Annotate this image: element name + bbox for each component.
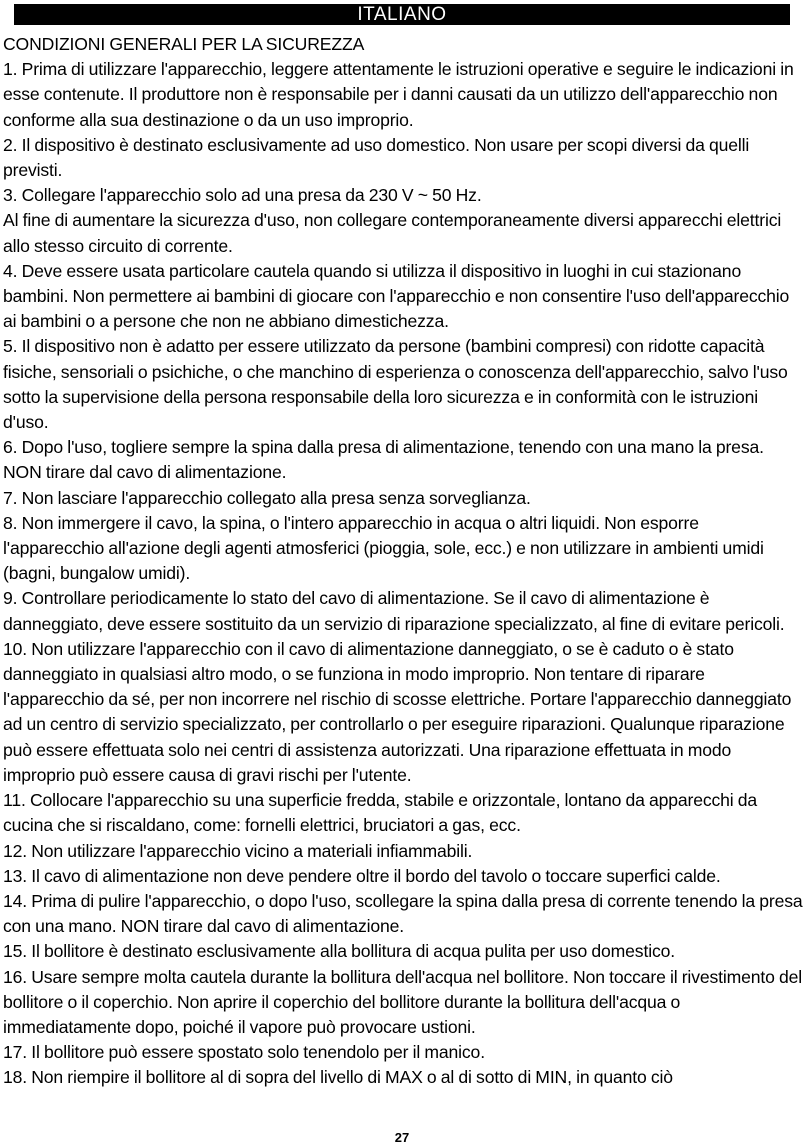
safety-item-3: 3. Collegare l'apparecchio solo ad una presa da 230 V ~ 50 Hz. [3, 185, 482, 206]
safety-item-1: 1. Prima di utilizzare l'apparecchio, leggere attentamente le istruzioni operative e seguire le indicazioni in esse contenute. Il produttore non è responsabile per i danni causati da un utilizzo dell'apparecchio non conforme alla sua destinazione o da un uso improprio. [3, 59, 794, 130]
safety-item-18: 18. Non riempire il bollitore al di sopra del livello di MAX o al di sotto di MIN, in quanto ciò [3, 1067, 673, 1088]
safety-item-3-note: Al fine di aumentare la sicurezza d'uso, non collegare contemporaneamente diversi apparecchi elettrici allo stesso circuito di corrente. [3, 210, 782, 256]
language-header-bar [14, 4, 790, 25]
safety-item-6: 6. Dopo l'uso, togliere sempre la spina dalla presa di alimentazione, tenendo con una mano la presa. NON tirare dal cavo di alimentazione. [3, 437, 764, 483]
safety-item-13: 13. Il cavo di alimentazione non deve pendere oltre il bordo del tavolo o toccare superfici calde. [3, 865, 721, 886]
safety-item-9: 9. Controllare periodicamente lo stato del cavo di alimentazione. Se il cavo di alimentazione è danneggiato, deve essere sostituito da un servizio di riparazione specializzato, al fine di evitare pericoli. [3, 588, 785, 634]
safety-item-2: 2. Il dispositivo è destinato esclusivamente ad uso domestico. Non usare per scopi diversi da quelli previsti. [3, 134, 750, 181]
safety-item-11: 11. Collocare l'apparecchio su una superficie fredda, stabile e orizzontale, lontano da apparecchi da cucina che si riscaldano, come: fornelli elettrici, bruciatori a gas, ecc. [3, 790, 758, 836]
safety-item-15: 15. Il bollitore è destinato esclusivamente alla bollitura di acqua pulita per uso domestico. [3, 941, 675, 962]
safety-item-5: 5. Il dispositivo non è adatto per essere utilizzato da persone (bambini compresi) con ridotte capacità fisiche, sensoriali o psichiche, o che manchino di esperienza o conoscenza dell'apparecchio, salvo l'uso sotto la supervisione della persona responsabile della loro sicurezza e in conformità con le istruzioni d'uso. [3, 336, 788, 433]
section-title: CONDIZIONI GENERALI PER LA SICUREZZA [3, 34, 365, 54]
safety-item-10: 10. Non utilizzare l'apparecchio con il cavo di alimentazione danneggiato, o se è caduto o è stato danneggiato in qualsiasi altro modo, o se funziona in modo improprio. Non tentare di riparare l'apparecchio da sé, per non incorrere nel rischio di scosse elettriche. Portare l'apparecchio danneggiato ad un centro di servizio specializzato, per controllarlo o per eseguire riparazioni. Qualunque riparazione può essere effettuata solo nei centri di assistenza autorizzati. Una riparazione effettuata in modo improprio può essere causa di gravi rischi per l'utente. [3, 638, 792, 785]
page-number: 27 [394, 1130, 410, 1145]
document-body [3, 32, 803, 1091]
safety-item-4: 4. Deve essere usata particolare cautela quando si utilizza il dispositivo in luoghi in cui stazionano bambini. Non permettere ai bambini di giocare con l'apparecchio e non consentire l'uso dell'apparecchio ai bambini o a persone che non ne abbiano dimestichezza. [3, 260, 790, 332]
safety-item-8: 8. Non immergere il cavo, la spina, o l'intero apparecchio in acqua o altri liquidi. Non esporre l'apparecchio all'azione degli agenti atmosferici (pioggia, sole, ecc.) e non utilizzare in ambienti umidi (bagni, bungalow umidi). [3, 512, 764, 584]
safety-item-16: 16. Usare sempre molta cautela durante la bollitura dell'acqua nel bollitore. Non toccare il rivestimento del bollitore o il coperchio. Non aprire il coperchio del bollitore durante la bollitura dell'acqua o immediatamente dopo, poiché il vapore può provocare ustioni. [3, 966, 803, 1037]
safety-item-17: 17. Il bollitore può essere spostato solo tenendolo per il manico. [3, 1042, 485, 1063]
language-label: ITALIANO [357, 4, 447, 25]
safety-item-14: 14. Prima di pulire l'apparecchio, o dopo l'uso, scollegare la spina dalla presa di corrente tenendo la presa con una mano. NON tirare dal cavo di alimentazione. [3, 890, 803, 937]
safety-item-12: 12. Non utilizzare l'apparecchio vicino a materiali infiammabili. [3, 840, 473, 861]
safety-item-7: 7. Non lasciare l'apparecchio collegato alla presa senza sorveglianza. [3, 487, 531, 508]
